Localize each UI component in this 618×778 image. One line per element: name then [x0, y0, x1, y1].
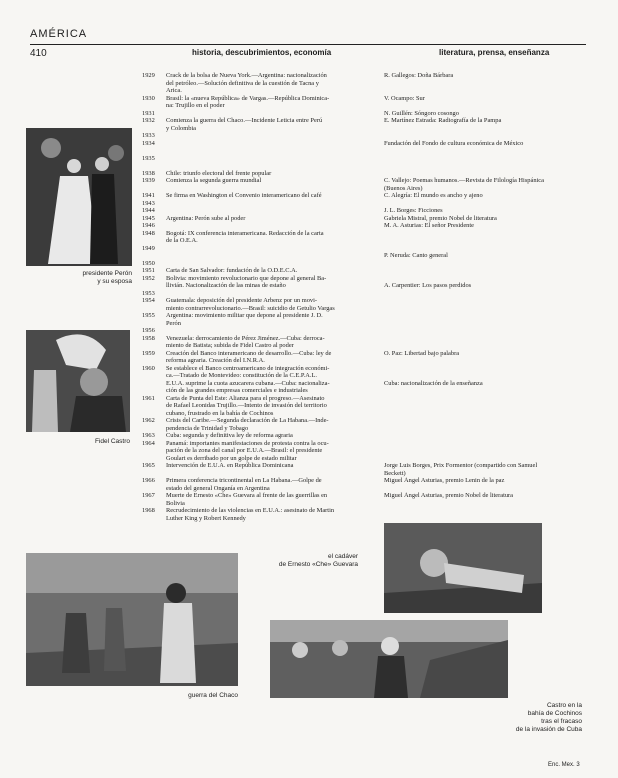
timeline-event: [166, 155, 371, 163]
timeline-year: [142, 162, 162, 170]
timeline-literature: [384, 305, 594, 313]
timeline-literature: [384, 102, 594, 110]
timeline-literature: [384, 372, 594, 380]
timeline-literature: [384, 260, 594, 268]
timeline-year: [142, 320, 162, 328]
timeline-literature: [384, 500, 594, 508]
timeline-event: [166, 252, 371, 260]
literature-column: [384, 72, 594, 522]
timeline-year: 1954: [142, 297, 155, 304]
timeline-event: miento contrarrevolucionario.—Brasil: suicidio de Getulio Vargas: [166, 304, 335, 312]
caption-peron-line2: y su esposa: [97, 278, 132, 285]
timeline-literature: [384, 365, 594, 373]
timeline-year: [142, 185, 162, 193]
timeline-event: miento de Batista; subida de Fidel Castro al poder: [166, 342, 294, 349]
timeline-event: Carta de San Salvador: fundación de la O.D.E.C.A.: [166, 267, 298, 274]
timeline-literature: Miguel Ángel Asturias, premio Lenin de la paz: [384, 477, 505, 484]
timeline-year: 1963: [142, 432, 155, 439]
timeline-literature: [384, 237, 594, 245]
timeline-literature: R. Gallegos: Doña Bárbara: [384, 72, 454, 79]
photo-bay-of-pigs: [270, 620, 508, 698]
timeline-year: 1944: [142, 207, 155, 214]
timeline-literature: [384, 200, 594, 208]
timeline-event: Creación del Banco interamericano de desarrollo.—Cuba: ley de: [166, 349, 332, 357]
caption-cochinos-line3: tras el fracaso: [541, 718, 582, 725]
timeline-literature: [384, 485, 594, 493]
events-column: [166, 72, 371, 522]
timeline-year: [142, 102, 162, 110]
timeline-year: 1950: [142, 259, 155, 267]
timeline-event: pendencia de Trinidad y Tobago: [166, 424, 249, 432]
timeline-year: [142, 252, 162, 260]
timeline-year: [142, 380, 162, 388]
timeline-year: [142, 282, 162, 290]
timeline-literature: [384, 297, 594, 305]
timeline-literature: [384, 290, 594, 298]
timeline-literature: (Buenos Aires): [384, 184, 423, 192]
timeline-event: Muerte de Ernesto «Che» Guevara al frente de las guerrillas en: [166, 492, 328, 499]
timeline-literature: J. L. Borges: Ficciones: [384, 207, 443, 214]
timeline-event: estado del general Onganía en Argentina: [166, 484, 270, 492]
timeline-event: ción de las grandes empresas comerciales e industriales: [166, 387, 308, 394]
timeline-year: 1931: [142, 109, 155, 117]
timeline-event: Argentina: Perón sube al poder: [166, 214, 246, 222]
timeline-year: 1965: [142, 462, 155, 469]
timeline-literature: [384, 245, 594, 253]
timeline-year: 1932: [142, 117, 155, 124]
timeline-year: 1941: [142, 192, 155, 199]
page-number: 410: [30, 48, 47, 59]
timeline-event: Se firma en Washington el Convenio interamericano del café: [166, 192, 322, 199]
timeline-year: 1943: [142, 199, 155, 207]
timeline-literature: [384, 170, 594, 178]
caption-che-line2: de Ernesto «Che» Guevara: [278, 561, 358, 568]
timeline-literature: P. Neruda: Canto general: [384, 252, 448, 259]
timeline-event: Crack de la bolsa de Nueva York.—Argentina: nacionalización: [166, 72, 327, 79]
timeline-year: 1968: [142, 507, 155, 514]
timeline-literature: [384, 155, 594, 163]
timeline-event: Intervención de E.U.A. en República Dominicana: [166, 462, 294, 469]
timeline-year: 1959: [142, 349, 155, 357]
timeline-literature: [384, 125, 594, 133]
caption-che-line1: el cadáver: [328, 553, 358, 560]
timeline-event: Chile: triunfo electoral del frente popular: [166, 169, 272, 177]
timeline-year: 1952: [142, 274, 155, 282]
timeline-literature: [384, 395, 594, 403]
caption-castro: Fidel Castro: [94, 438, 130, 445]
timeline-event: Perón: [166, 319, 181, 327]
timeline-literature: [384, 507, 594, 515]
timeline-event: Brasil: la «nueva República» de Vargas.—República Dominica-: [166, 94, 330, 102]
timeline-year: 1929: [142, 72, 155, 79]
timeline-event: [166, 140, 371, 148]
timeline-event: Comienza la segunda guerra mundial: [166, 177, 262, 184]
timeline-literature: [384, 87, 594, 95]
timeline-year: [142, 237, 162, 245]
timeline-year: [142, 425, 162, 433]
timeline-literature: E. Martínez Estrada: Radiografía de la Pampa: [384, 117, 502, 124]
timeline-event: Primera conferencia tricontinental en La Habana.—Golpe de: [166, 477, 322, 484]
timeline-event: Venezuela: derrocamiento de Pérez Jiménez.—Cuba: derroca-: [166, 334, 325, 342]
timeline-year: [142, 372, 162, 380]
timeline-literature: M. A. Asturias: El señor Presidente: [384, 222, 474, 229]
timeline-year: 1960: [142, 364, 155, 372]
timeline-literature: O. Paz: Libertad bajo palabra: [384, 349, 460, 357]
timeline-year: [142, 147, 162, 155]
timeline-event: [166, 245, 371, 253]
timeline-event: Panamá: importantes manifestaciones de protesta contra la ocu-: [166, 439, 329, 447]
timeline-event: del petróleo.—Solución definitiva de la cuestión de Tacna y: [166, 79, 319, 87]
timeline-event: de la O.E.A.: [166, 237, 198, 244]
timeline-event: [166, 290, 371, 298]
timeline-literature: [384, 410, 594, 418]
timeline-year: [142, 410, 162, 418]
timeline-literature: C. Alegría: El mundo es ancho y ajeno: [384, 192, 483, 199]
timeline-event: cubano, frustrado en la bahía de Cochinos: [166, 409, 274, 417]
timeline-year: 1935: [142, 154, 155, 162]
timeline-year: 1955: [142, 312, 155, 319]
photo-che-guevara: [384, 523, 542, 613]
timeline-event: [166, 470, 371, 478]
timeline-year: 1953: [142, 289, 155, 297]
timeline-year: 1948: [142, 229, 155, 237]
caption-cochinos-line1: Castro en la: [546, 702, 582, 709]
timeline-literature: [384, 387, 594, 395]
timeline-event: Luther King y Robert Kennedy: [166, 514, 246, 522]
caption-cochinos-line4: de la invasión de Cuba: [515, 726, 582, 733]
timeline-literature: [384, 162, 594, 170]
timeline-event: de Rafael Leonidas Trujillo.—Intento de invasión del territorio: [166, 402, 327, 409]
timeline-event: Goulart es derribado por un golpe de estado militar: [166, 454, 297, 462]
timeline-event: Bolivia: [166, 499, 185, 507]
timeline-year: [142, 485, 162, 493]
timeline-literature: [384, 432, 594, 440]
timeline-year: 1934: [142, 139, 155, 147]
timeline-literature: V. Ocampo: Sur: [384, 94, 425, 102]
timeline-literature: [384, 447, 594, 455]
timeline-year: 1964: [142, 439, 155, 447]
timeline-literature: [384, 132, 594, 140]
timeline-year: [142, 515, 162, 523]
timeline-year: 1933: [142, 132, 155, 139]
timeline-literature: N. Guillén: Sóngoro cosongo: [384, 109, 459, 117]
column-header-literature: literatura, prensa, enseñanza: [439, 48, 550, 57]
timeline-event: Cuba: segunda y definitiva ley de reforma agraria: [166, 432, 293, 439]
timeline-event: [166, 132, 371, 140]
timeline-literature: [384, 357, 594, 365]
timeline-literature: [384, 440, 594, 448]
timeline-event: Argentina: movimiento militar que depone al presidente J. D.: [166, 312, 323, 319]
timeline-literature: [384, 320, 594, 328]
timeline-event: na: Trujillo en el poder: [166, 102, 225, 109]
timeline-event: [166, 207, 371, 215]
timeline-event: llivián. Nacionalización de las minas de estaño: [166, 282, 286, 289]
timeline-event: [166, 260, 371, 268]
timeline-event: Carta de Punta del Este: Alianza para el progreso.—Asesinato: [166, 394, 325, 402]
timeline-event: [166, 222, 371, 230]
timeline-literature: [384, 425, 594, 433]
timeline-literature: Jorge Luis Borges, Prix Formentor (compartido con Samuel: [384, 462, 538, 469]
timeline-year: 1946: [142, 222, 155, 229]
timeline-event: [166, 110, 371, 118]
timeline-year: 1961: [142, 394, 155, 402]
timeline-year: [142, 387, 162, 395]
timeline-year: [142, 447, 162, 455]
timeline-literature: [384, 515, 594, 523]
timeline-literature: [384, 230, 594, 238]
timeline-event: Recrudecimiento de las violencias en E.U.A.: asesinato de Martin: [166, 507, 335, 514]
column-header-history: historia, descubrimientos, economía: [192, 48, 332, 57]
photo-fidel-castro: [26, 330, 130, 432]
timeline-literature: A. Carpentier: Los pasos perdidos: [384, 282, 472, 289]
timeline-year: 1951: [142, 267, 155, 274]
timeline-event: [166, 185, 371, 193]
timeline-year: [142, 305, 162, 313]
timeline-event: Guatemala: deposición del presidente Arbenz por un movi-: [166, 297, 318, 304]
timeline-year: [142, 342, 162, 350]
timeline-event: Bolivia: movimiento revolucionario que depone al general Ba-: [166, 274, 327, 282]
timeline-year: 1945: [142, 214, 155, 222]
timeline-year: 1949: [142, 244, 155, 252]
timeline-literature: Miguel Ángel Asturias, premio Nobel de literatura: [384, 492, 514, 499]
timeline-literature: [384, 455, 594, 463]
timeline-literature: Cuba: nacionalización de la enseñanza: [384, 379, 483, 387]
timeline-event: [166, 147, 371, 155]
timeline-event: [166, 162, 371, 170]
timeline-event: Arica.: [166, 87, 182, 94]
timeline-event: E.U.A. suprime la cuota azucarera cubana.—Cuba: nacionaliza-: [166, 379, 330, 387]
timeline-year: 1938: [142, 169, 155, 177]
header-rule: [30, 44, 586, 45]
timeline-literature: [384, 402, 594, 410]
timeline-literature: C. Vallejo: Poemas humanos.—Revista de Filología Hispánica: [384, 177, 544, 184]
timeline-year: 1958: [142, 334, 155, 342]
timeline-year: 1956: [142, 327, 155, 334]
timeline-literature: [384, 327, 594, 335]
timeline-year: [142, 402, 162, 410]
header-country: AMÉRICA: [30, 28, 88, 40]
timeline-literature: [384, 312, 594, 320]
timeline-event: Crisis del Caribe.—Segunda declaración de La Habana.—Inde-: [166, 417, 329, 424]
photo-chaco-war: [26, 553, 238, 686]
timeline-year: 1930: [142, 94, 155, 102]
timeline-year: [142, 455, 162, 463]
caption-peron-line1: presidente Perón: [82, 270, 132, 277]
caption-cochinos-line2: bahía de Cochinos: [527, 710, 582, 717]
timeline-literature: [384, 335, 594, 343]
timeline-literature: [384, 342, 594, 350]
timeline-year: [142, 87, 162, 95]
timeline-event: reforma agraria. Creación del I.N.R.A.: [166, 357, 265, 364]
timeline-literature: [384, 275, 594, 283]
timeline-event: y Colombia: [166, 124, 196, 132]
footer-code: Enc. Mex. 3: [548, 762, 580, 768]
timeline-event: Se establece el Banco centroamericano de integración económi-: [166, 364, 330, 372]
timeline-literature: [384, 417, 594, 425]
timeline-year: [142, 80, 162, 88]
timeline-event: Comienza la guerra del Chaco.—Incidente Leticia entre Perú: [166, 117, 323, 124]
timeline-year: 1939: [142, 177, 155, 184]
timeline-literature: [384, 267, 594, 275]
caption-chaco: guerra del Chaco: [188, 692, 238, 699]
timeline-event: [166, 200, 371, 208]
timeline-year: 1967: [142, 492, 155, 499]
timeline-event: ca.—Tratado de Montevideo: constitución de la C.E.P.A.L.: [166, 372, 317, 379]
timeline-year: [142, 500, 162, 508]
timeline-year: [142, 470, 162, 478]
photo-peron: [26, 128, 132, 266]
timeline-literature: Gabriela Mistral, premio Nobel de literatura: [384, 214, 497, 222]
year-column: [142, 72, 162, 522]
timeline-literature: Fundación del Fondo de cultura económica de México: [384, 139, 524, 147]
timeline-year: 1966: [142, 477, 155, 484]
timeline-year: 1962: [142, 417, 155, 424]
timeline-year: [142, 357, 162, 365]
timeline-year: [142, 125, 162, 133]
timeline-event: [166, 327, 371, 335]
timeline-literature: Beckett): [384, 469, 406, 477]
timeline-event: Bogotá: IX conferencia interamericana. Redacción de la carta: [166, 229, 324, 237]
timeline-literature: [384, 80, 594, 88]
timeline-event: pación de la zona del canal por E.U.A.—Brasil: el presidente: [166, 447, 323, 454]
timeline-literature: [384, 147, 594, 155]
